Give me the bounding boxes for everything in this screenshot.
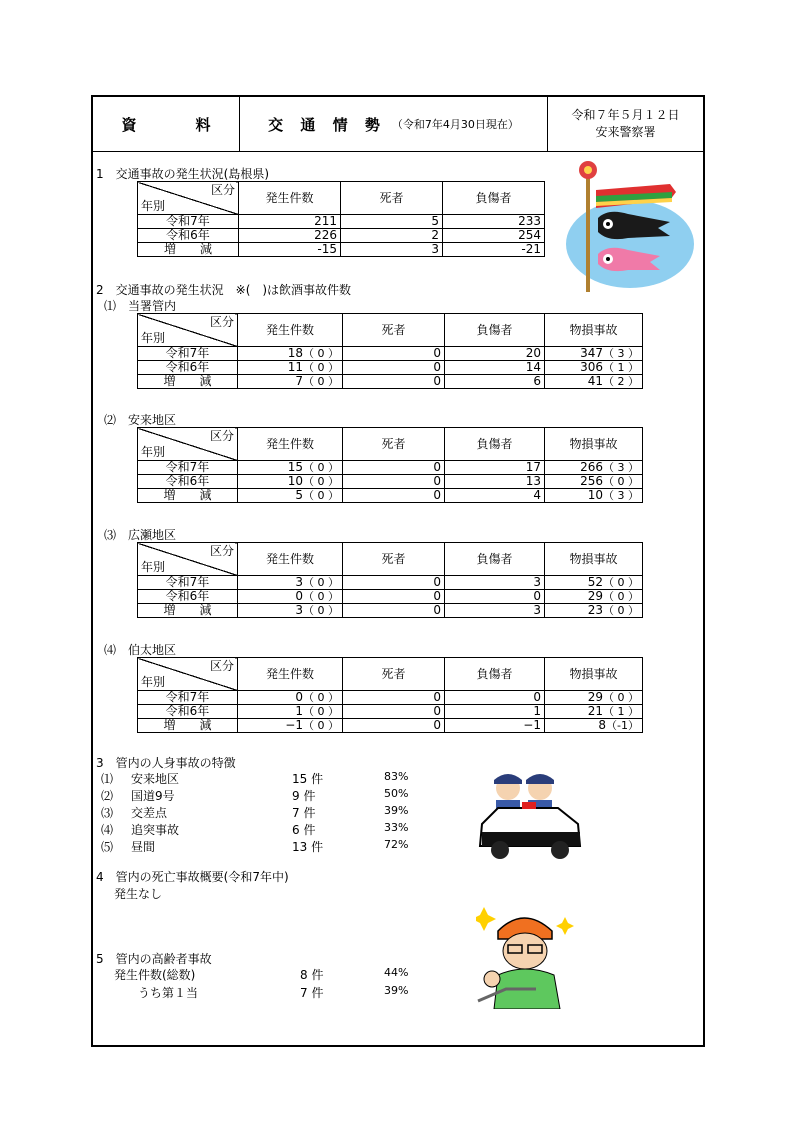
feature-name: 交差点 <box>131 806 168 820</box>
header-diagonal-cell: 区分 年別 <box>138 543 238 576</box>
table-row <box>138 489 643 503</box>
section-2-title: 2 交通事故の発生状況 ※( )は飲酒事故件数 <box>96 283 352 297</box>
elderly-item-count: 8 件 <box>300 968 324 982</box>
col-head-injured: 負傷者 <box>445 428 545 461</box>
injured-cell: 0 <box>445 691 545 705</box>
section-3-title: 3 管内の人身事故の特徴 <box>96 756 236 770</box>
section-4-body: 発生なし <box>114 887 163 901</box>
count-cell: 3（ 0 ） <box>238 576 343 590</box>
feature-count: 6 件 <box>292 823 316 837</box>
table-row <box>138 347 643 361</box>
row-label: 令和7年 <box>138 691 238 705</box>
section-2-subtitle: ⑷ 伯太地区 <box>104 643 177 657</box>
table-row <box>138 361 643 375</box>
row-label: 令和7年 <box>138 347 238 361</box>
deaths-cell: 0 <box>343 361 445 375</box>
property-cell: 29（ 0 ） <box>545 590 643 604</box>
col-head-property: 物損事故 <box>545 543 643 576</box>
col-head-injured: 負傷者 <box>445 658 545 691</box>
table-row <box>138 375 643 389</box>
col-head-injured: 負傷者 <box>445 543 545 576</box>
deaths-cell: 0 <box>343 461 445 475</box>
col-head-count: 発生件数 <box>238 543 343 576</box>
section-1-table <box>137 181 545 257</box>
col-head-deaths: 死者 <box>343 543 445 576</box>
feature-percent: 50% <box>384 787 409 800</box>
count-cell: 7（ 0 ） <box>238 375 343 389</box>
row-label: 増 減 <box>138 719 238 733</box>
feature-number: ⑵ <box>101 789 114 803</box>
property-cell: 29（ 0 ） <box>545 691 643 705</box>
deaths-cell: 0 <box>343 475 445 489</box>
table-row <box>138 576 643 590</box>
property-cell: 266（ 3 ） <box>545 461 643 475</box>
feature-percent: 33% <box>384 821 409 834</box>
section-2-table <box>137 313 643 389</box>
property-cell: 21（ 1 ） <box>545 705 643 719</box>
count-cell: 1（ 0 ） <box>238 705 343 719</box>
deaths-cell: 0 <box>343 705 445 719</box>
header-title-cell <box>240 97 548 151</box>
col-head-count: 発生件数 <box>238 314 343 347</box>
col-head-count: 発生件数 <box>239 182 341 215</box>
col-head-property: 物損事故 <box>545 428 643 461</box>
injured-cell: 1 <box>445 705 545 719</box>
col-head-injured: 負傷者 <box>443 182 545 215</box>
header-label: 資 料 <box>93 97 240 151</box>
feature-count: 7 件 <box>292 806 316 820</box>
issuer: 安来警察署 <box>595 125 656 139</box>
feature-number: ⑴ <box>101 772 114 786</box>
property-cell: 347（ 3 ） <box>545 347 643 361</box>
count-cell: 3（ 0 ） <box>238 604 343 618</box>
section-1-title: 1 交通事故の発生状況(島根県) <box>96 167 269 181</box>
feature-name: 安来地区 <box>131 772 180 786</box>
table-row <box>138 461 643 475</box>
deaths-cell: 0 <box>343 489 445 503</box>
feature-name: 国道9号 <box>131 789 175 803</box>
section-2-table <box>137 657 643 733</box>
header <box>93 97 703 152</box>
feature-name: 追突事故 <box>131 823 180 837</box>
table-row <box>138 691 643 705</box>
property-cell: 8（-1） <box>545 719 643 733</box>
col-head-count: 発生件数 <box>238 658 343 691</box>
injured-cell: 6 <box>445 375 545 389</box>
feature-percent: 83% <box>384 770 409 783</box>
injured-cell: 4 <box>445 489 545 503</box>
deaths-cell: 0 <box>343 604 445 618</box>
section-5-title: 5 管内の高齢者事故 <box>96 952 212 966</box>
section-2-table <box>137 427 643 503</box>
row-label: 令和6年 <box>138 590 238 604</box>
police-car-icon <box>474 766 586 864</box>
section-2-table <box>137 542 643 618</box>
feature-percent: 72% <box>384 838 409 851</box>
feature-count: 15 件 <box>292 772 324 786</box>
deaths-cell: 0 <box>343 590 445 604</box>
row-label: 令和6年 <box>138 705 238 719</box>
table-row <box>138 475 643 489</box>
row-label: 令和7年 <box>138 576 238 590</box>
count-cell: 10（ 0 ） <box>238 475 343 489</box>
section-2-subtitle: ⑶ 広瀬地区 <box>104 528 177 542</box>
row-label: 令和7年 <box>138 461 238 475</box>
count-cell: 0（ 0 ） <box>238 590 343 604</box>
deaths-cell: 0 <box>343 375 445 389</box>
as-of-date: （令和7年4月30日現在） <box>391 118 519 131</box>
col-head-deaths: 死者 <box>343 658 445 691</box>
header-diagonal-cell: 区分 年別 <box>138 314 238 347</box>
row-label: 令和6年 <box>138 361 238 375</box>
injured-cell: 13 <box>445 475 545 489</box>
col-head-deaths: 死者 <box>341 182 443 215</box>
property-cell: 52（ 0 ） <box>545 576 643 590</box>
table-row: 令和7年 211 5 233 <box>138 215 545 229</box>
table-row <box>138 590 643 604</box>
row-label: 増 減 <box>138 604 238 618</box>
count-cell: 11（ 0 ） <box>238 361 343 375</box>
feature-number: ⑸ <box>101 840 114 854</box>
cyclist-icon <box>476 905 574 1009</box>
deaths-cell: 0 <box>343 719 445 733</box>
col-head-injured: 負傷者 <box>445 314 545 347</box>
section-2-subtitle: ⑴ 当署管内 <box>104 299 177 313</box>
property-cell: 23（ 0 ） <box>545 604 643 618</box>
elderly-item-name: うち第１当 <box>138 986 199 1000</box>
section-4-title: 4 管内の死亡事故概要(令和7年中) <box>96 870 289 884</box>
property-cell: 256（ 0 ） <box>545 475 643 489</box>
feature-count: 13 件 <box>292 840 324 854</box>
deaths-cell: 0 <box>343 347 445 361</box>
feature-number: ⑶ <box>101 806 114 820</box>
row-label: 令和6年 <box>138 475 238 489</box>
table-row <box>138 604 643 618</box>
elderly-item-name: 発生件数(総数) <box>114 968 196 982</box>
feature-name: 昼間 <box>131 840 156 854</box>
feature-count: 9 件 <box>292 789 316 803</box>
injured-cell: 0 <box>445 590 545 604</box>
injured-cell: 14 <box>445 361 545 375</box>
col-head-deaths: 死者 <box>343 428 445 461</box>
col-head-property: 物損事故 <box>545 658 643 691</box>
col-head-property: 物損事故 <box>545 314 643 347</box>
row-label: 増 減 <box>138 489 238 503</box>
count-cell: −1（ 0 ） <box>238 719 343 733</box>
header-diagonal-cell: 区分 年別 <box>138 658 238 691</box>
col-head-count: 発生件数 <box>238 428 343 461</box>
feature-percent: 39% <box>384 804 409 817</box>
count-cell: 18（ 0 ） <box>238 347 343 361</box>
table-row <box>138 719 643 733</box>
table-row <box>138 705 643 719</box>
header-date-cell <box>548 97 703 151</box>
elderly-item-count: 7 件 <box>300 986 324 1000</box>
col-head-deaths: 死者 <box>343 314 445 347</box>
deaths-cell: 0 <box>343 691 445 705</box>
property-cell: 306（ 1 ） <box>545 361 643 375</box>
deaths-cell: 0 <box>343 576 445 590</box>
section-2-subtitle: ⑵ 安来地区 <box>104 413 177 427</box>
property-cell: 41（ 2 ） <box>545 375 643 389</box>
injured-cell: 3 <box>445 604 545 618</box>
elderly-item-percent: 44% <box>384 966 409 979</box>
header-diagonal-cell: 区分 年別 <box>138 428 238 461</box>
koinobori-icon <box>548 152 698 292</box>
page-title: 交 通 情 勢 <box>268 115 386 134</box>
table-row: 増 減 -15 3 -21 <box>138 243 545 257</box>
count-cell: 0（ 0 ） <box>238 691 343 705</box>
header-diagonal-cell: 区分 年別 <box>138 182 239 215</box>
injured-cell: 20 <box>445 347 545 361</box>
table-row: 令和6年 226 2 254 <box>138 229 545 243</box>
property-cell: 10（ 3 ） <box>545 489 643 503</box>
issue-date: 令和７年５月１２日 <box>571 108 680 122</box>
injured-cell: 3 <box>445 576 545 590</box>
injured-cell: 17 <box>445 461 545 475</box>
count-cell: 15（ 0 ） <box>238 461 343 475</box>
row-label: 増 減 <box>138 375 238 389</box>
feature-number: ⑷ <box>101 823 114 837</box>
elderly-item-percent: 39% <box>384 984 409 997</box>
count-cell: 5（ 0 ） <box>238 489 343 503</box>
injured-cell: −1 <box>445 719 545 733</box>
